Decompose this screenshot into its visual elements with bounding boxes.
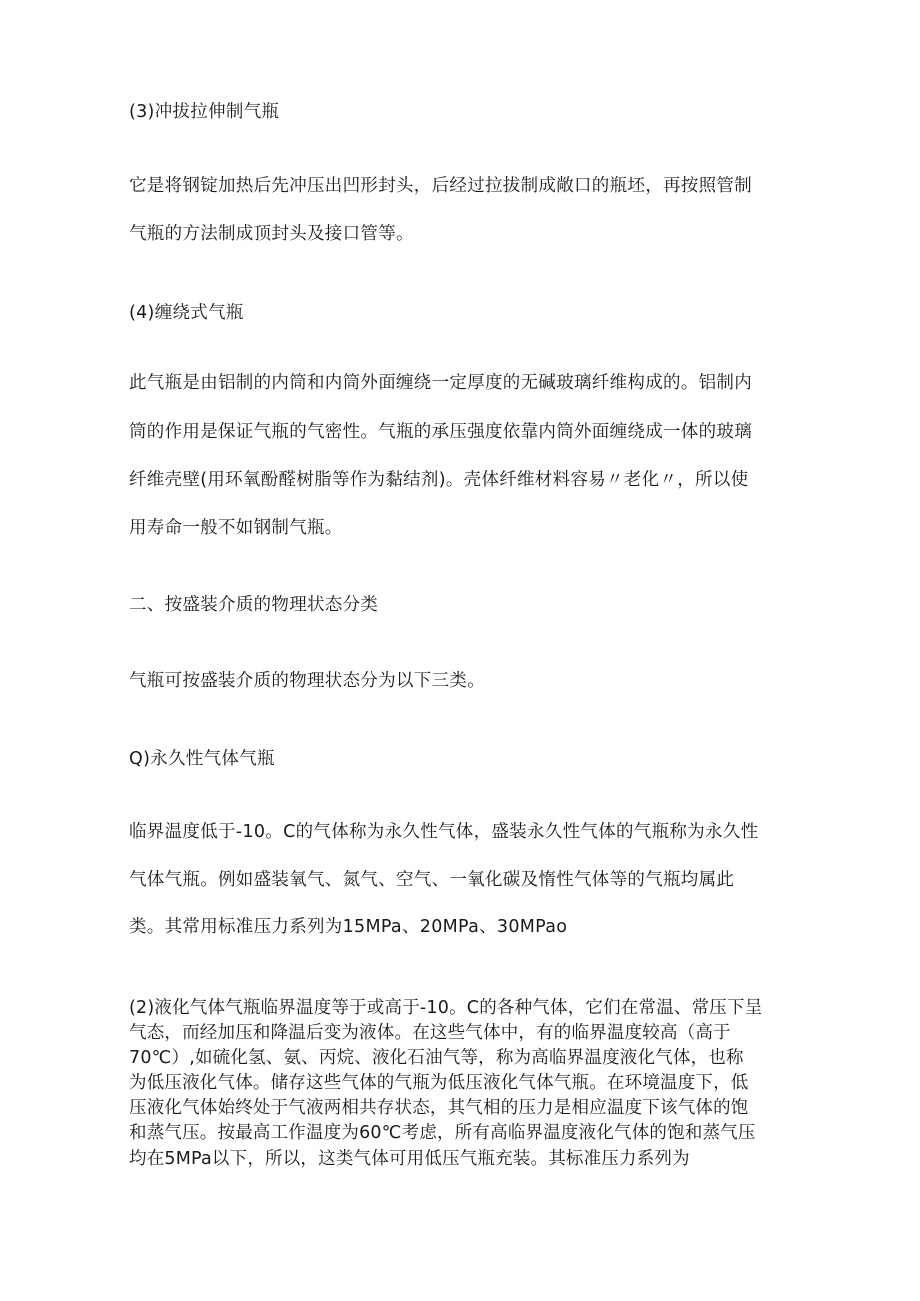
para-wound-cylinder-line-4: 用寿命一般不如钢制气瓶。 [129,518,343,538]
para-permanent-gas-line-1: 临界温度低于-10。C的气体称为永久性气体，盛装永久性气体的气瓶称为永久性 [129,822,759,842]
para-permanent-gas-line-3: 类。其常用标准压力系列为15MPa、20MPa、30MPao [129,917,568,937]
para-liquefied-gas-line-1: (2)液化气体气瓶临界温度等于或高于-10。C的各种气体，它们在常温、常压下呈 [129,998,763,1018]
section-2-heading: 二、按盛装介质的物理状态分类 [129,595,379,615]
para-wound-cylinder-line-3: 纤维壳壁(用环氧酚醛树脂等作为黏结剂)。壳体纤维材料容易〃老化〃，所以使 [129,470,749,490]
para-liquefied-gas-line-5: 压液化气体始终处于气液两相共存状态，其气相的压力是相应温度下该气体的饱 [129,1098,749,1118]
heading-permanent-gas: Q)永久性气体气瓶 [129,749,275,769]
para-liquefied-gas-line-7: 均在5MPa以下，所以，这类气体可用低压气瓶充装。其标准压力系列为 [129,1149,690,1169]
para-permanent-gas-line-2: 气体气瓶。例如盛装氧气、氮气、空气、一氧化碳及惰性气体等的气瓶均属此 [129,870,735,890]
heading-4-wound-cylinder: (4)缠绕式气瓶 [129,303,244,323]
para-stamped-cylinder-line-1: 它是将钢锭加热后先冲压出凹形封头，后经过拉拔制成敞口的瓶坯，再按照管制 [129,176,752,196]
para-liquefied-gas-line-4: 为低压液化气体。储存这些气体的气瓶为低压液化气体气瓶。在环境温度下，低 [129,1073,749,1093]
para-liquefied-gas-line-6: 和蒸气压。按最高工作温度为60℃考虑，所有高临界温度液化气体的饱和蒸气压 [129,1123,756,1143]
para-liquefied-gas-line-3: 70℃）,如硫化氢、氨、丙烷、液化石油气等，称为高临界温度液化气体，也称 [129,1048,744,1068]
para-stamped-cylinder-line-2: 气瓶的方法制成顶封头及接口管等。 [129,224,414,244]
para-wound-cylinder-line-1: 此气瓶是由铝制的内筒和内筒外面缠绕一定厚度的无碱玻璃纤维构成的。铝制内 [129,373,752,393]
para-three-types: 气瓶可按盛装介质的物理状态分为以下三类。 [129,671,485,691]
para-liquefied-gas-line-2: 气态，而经加压和降温后变为液体。在这些气体中，有的临界温度较高（高于 [129,1023,731,1043]
heading-3-stamped-cylinder: (3)冲拔拉伸制气瓶 [129,102,280,122]
para-wound-cylinder-line-2: 筒的作用是保证气瓶的气密性。气瓶的承压强度依靠内筒外面缠绕成一体的玻璃 [129,422,752,442]
